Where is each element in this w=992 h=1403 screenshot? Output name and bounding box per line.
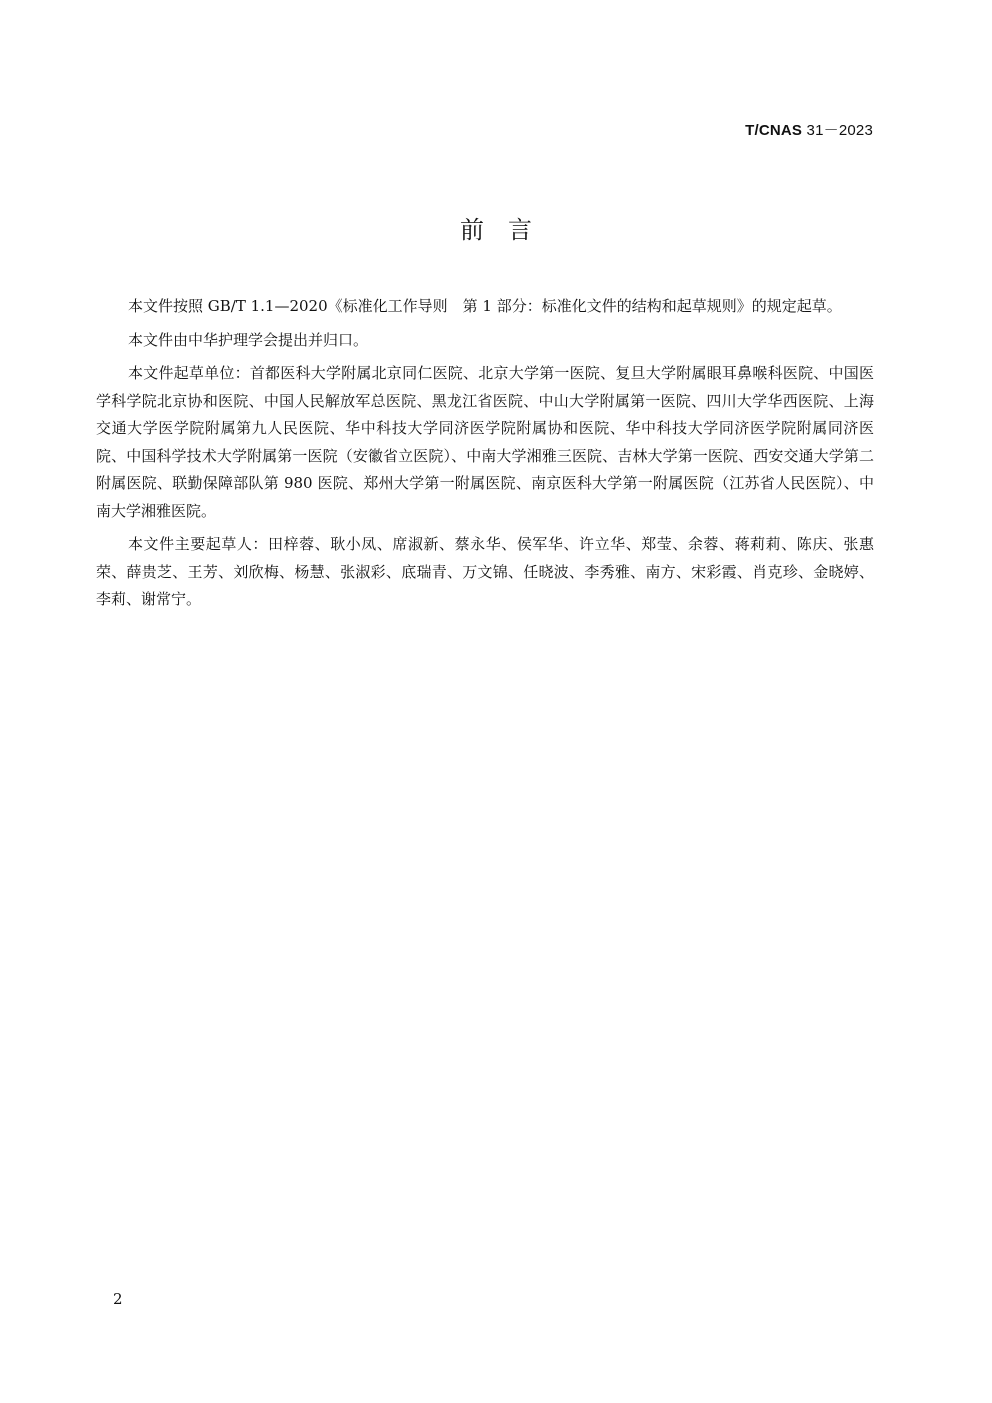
- document-code-number: 31－2023: [806, 122, 873, 139]
- paragraph-main-drafters: 本文件主要起草人：田梓蓉、耿小凤、席淑新、蔡永华、侯军华、许立华、郑莹、余蓉、蒋莉莉、陈庆、张惠荣、薛贵芝、王芳、刘欣梅、杨慧、张淑彩、底瑞青、万文锦、任晓波、李秀雅、南方、宋彩霞、肖克珍、金晓婷、李莉、谢常宁。: [96, 535, 874, 608]
- document-code: [745, 119, 873, 140]
- page-number: 2: [113, 1290, 123, 1308]
- paragraph-drafting-units: 本文件起草单位：首都医科大学附属北京同仁医院、北京大学第一医院、复旦大学附属眼耳鼻喉科医院、中国医学科学院北京协和医院、中国人民解放军总医院、黑龙江省医院、中山大学附属第一医院、四川大学华西医院、上海交通大学医学院附属第九人民医院、华中科技大学同济医学院附属协和医院、华中科技大学同济医学院附属同济医院、中国科学技术大学附属第一医院（安徽省立医院）、中南大学湘雅三医院、吉林大学第一医院、西安交通大学第二附属医院、联勤保障部队第 980 医院、郑州大学第一附属医院、南京医科大学第一附属医院（江苏省人民医院）、中南大学湘雅医院。: [96, 364, 874, 520]
- paragraph-proposer: 本文件由中华护理学会提出并归口。: [128, 330, 369, 349]
- document-code-prefix: T/CNAS: [745, 122, 803, 139]
- foreword-body: [96, 293, 874, 620]
- paragraph-drafting-rules: 本文件按照 GB/T 1.1—2020《标准化工作导则 第 1 部分：标准化文件的结构和起草规则》的规定起草。: [128, 297, 842, 315]
- page-title: 前言: [460, 216, 556, 244]
